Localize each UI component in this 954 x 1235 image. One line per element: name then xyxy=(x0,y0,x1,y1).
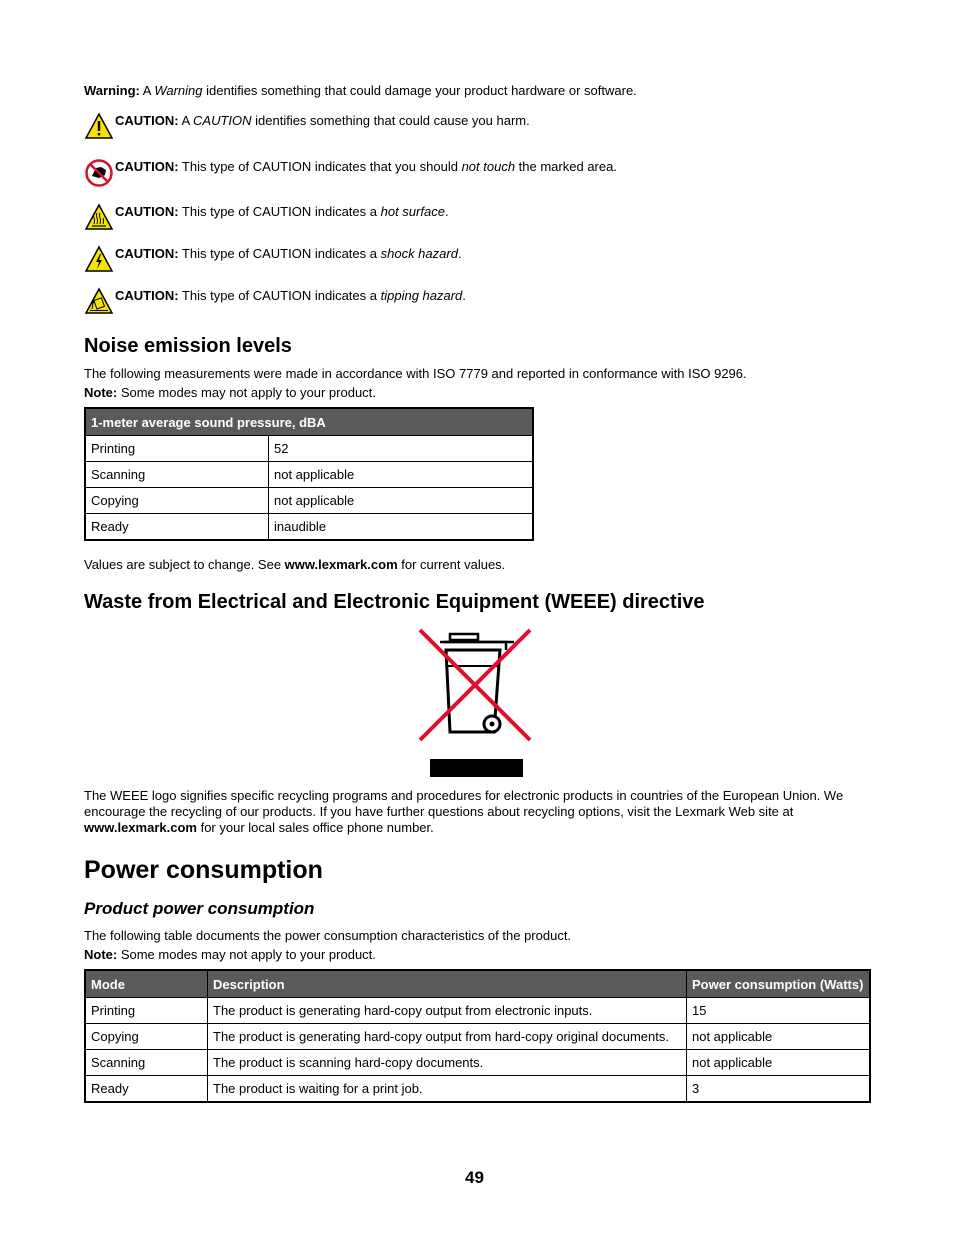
warning-text-post: identifies something that could damage your product hardware or software. xyxy=(202,83,637,98)
table-row xyxy=(85,514,533,541)
power-mode-cell: Printing xyxy=(85,998,208,1024)
caution-text-pre: This type of CAUTION indicates a xyxy=(178,204,381,219)
noise-table-header: 1-meter average sound pressure, dBA xyxy=(85,408,533,436)
caution-text-pre: This type of CAUTION indicates a xyxy=(178,288,381,303)
power-desc-cell: The product is scanning hard-copy documents. xyxy=(208,1050,687,1076)
noise-value-cell: inaudible xyxy=(269,514,534,541)
table-row xyxy=(85,462,533,488)
noise-table xyxy=(84,407,534,541)
power-desc-cell: The product is generating hard-copy output from hard-copy original documents. xyxy=(208,1024,687,1050)
caution-label: CAUTION: xyxy=(115,204,179,219)
table-row xyxy=(85,488,533,514)
col-header-mode: Mode xyxy=(85,970,208,998)
table-row xyxy=(85,998,870,1024)
table-header-row xyxy=(85,408,533,436)
power-mode-cell: Scanning xyxy=(85,1050,208,1076)
noise-intro: The following measurements were made in accordance with ISO 7779 and reported in conformance with ISO 9296. xyxy=(84,366,747,381)
caution-italic: shock hazard xyxy=(380,246,458,261)
caution-general xyxy=(84,111,784,143)
caution-text-pre: A xyxy=(178,113,194,128)
weee-text-pre: The WEEE logo signifies specific recycling programs and procedures for electronic products in countries of the European Union. We encourage the recycling of our products. If you have further questions about recycling options, visit the Lexmark Web site at xyxy=(84,788,844,819)
caution-text-pre: This type of CAUTION indicates a xyxy=(178,246,381,261)
noise-value-cell: not applicable xyxy=(269,488,534,514)
noise-mode-cell: Copying xyxy=(85,488,269,514)
note-label: Note: xyxy=(84,385,118,400)
table-row xyxy=(85,1076,870,1103)
power-heading: Power consumption xyxy=(84,856,323,884)
power-watts-cell: 15 xyxy=(687,998,871,1024)
caution-do-not-touch xyxy=(84,157,784,189)
tipping-hazard-icon xyxy=(84,286,114,316)
weee-paragraph xyxy=(84,788,864,836)
caution-text-post: the marked area. xyxy=(515,159,617,174)
lexmark-link[interactable]: www.lexmark.com xyxy=(84,820,197,835)
noise-value-cell: 52 xyxy=(269,436,534,462)
caution-hot-surface xyxy=(84,202,784,234)
hot-surface-icon xyxy=(84,202,114,232)
power-watts-cell: not applicable xyxy=(687,1050,871,1076)
noise-mode-cell: Ready xyxy=(85,514,269,541)
caution-shock-hazard xyxy=(84,244,784,276)
noise-heading: Noise emission levels xyxy=(84,335,292,357)
caution-italic: hot surface xyxy=(380,204,445,219)
noise-mode-cell: Scanning xyxy=(85,462,269,488)
caution-text-post: . xyxy=(444,204,449,219)
col-header-power: Power consumption (Watts) xyxy=(687,970,871,998)
caution-label: CAUTION: xyxy=(115,159,179,174)
footer-text-pre: Values are subject to change. See xyxy=(84,557,285,572)
shock-hazard-icon xyxy=(84,244,114,274)
power-note xyxy=(84,947,376,963)
noise-value-cell: not applicable xyxy=(269,462,534,488)
power-mode-cell: Copying xyxy=(85,1024,208,1050)
note-text: Some modes may not apply to your product. xyxy=(117,947,376,962)
page-number: 49 xyxy=(465,1168,484,1187)
power-desc-cell: The product is waiting for a print job. xyxy=(208,1076,687,1103)
caution-text-pre: This type of CAUTION indicates that you should xyxy=(178,159,462,174)
lexmark-link[interactable]: www.lexmark.com xyxy=(284,557,398,572)
caution-label: CAUTION: xyxy=(115,113,179,128)
power-watts-cell: 3 xyxy=(687,1076,871,1103)
table-row xyxy=(85,1024,870,1050)
note-text: Some modes may not apply to your product. xyxy=(117,385,376,400)
warning-italic: Warning xyxy=(154,83,203,98)
do-not-touch-icon xyxy=(84,157,114,187)
warning-note xyxy=(84,83,637,99)
caution-italic: not touch xyxy=(461,159,516,174)
caution-label: CAUTION: xyxy=(115,288,179,303)
power-mode-cell: Ready xyxy=(85,1076,208,1103)
power-table xyxy=(84,969,871,1103)
table-header-row xyxy=(85,970,870,998)
caution-triangle-icon xyxy=(84,111,114,141)
table-row xyxy=(85,436,533,462)
noise-mode-cell: Printing xyxy=(85,436,269,462)
weee-heading: Waste from Electrical and Electronic Equipment (WEEE) directive xyxy=(84,591,705,613)
note-label: Note: xyxy=(84,947,118,962)
caution-text-post: . xyxy=(457,246,462,261)
weee-crossed-bin-icon xyxy=(418,626,534,778)
footer-text-post: for current values. xyxy=(397,557,506,572)
col-header-description: Description xyxy=(208,970,687,998)
caution-text-post: identifies something that could cause you harm. xyxy=(251,113,530,128)
caution-tipping-hazard xyxy=(84,286,784,318)
power-desc-cell: The product is generating hard-copy output from electronic inputs. xyxy=(208,998,687,1024)
caution-text-post: . xyxy=(462,288,466,303)
noise-footer xyxy=(84,557,505,573)
caution-italic: tipping hazard xyxy=(380,288,463,303)
power-subheading: Product power consumption xyxy=(84,899,315,918)
warning-text-pre: A xyxy=(139,83,155,98)
weee-text-post: for your local sales office phone number. xyxy=(196,820,434,835)
noise-note xyxy=(84,385,376,401)
table-row xyxy=(85,1050,870,1076)
power-watts-cell: not applicable xyxy=(687,1024,871,1050)
caution-label: CAUTION: xyxy=(115,246,179,261)
caution-italic: CAUTION xyxy=(193,113,252,128)
power-intro: The following table documents the power consumption characteristics of the product. xyxy=(84,928,572,943)
warning-label: Warning: xyxy=(84,83,140,98)
